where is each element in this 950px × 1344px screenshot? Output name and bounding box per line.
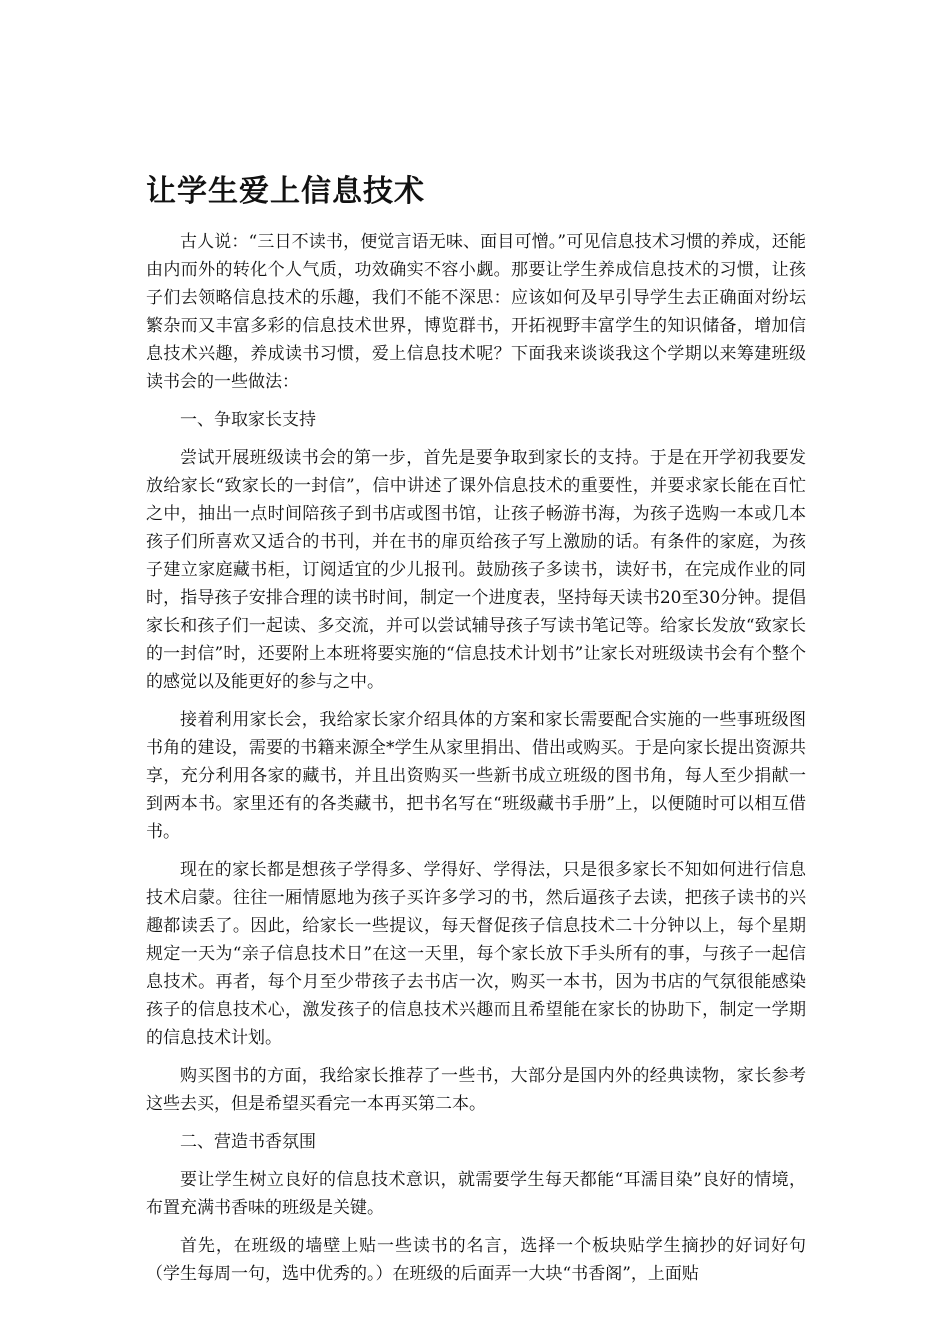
section-heading-1: 一、争取家长支持 — [180, 410, 316, 430]
document-title: 让学生爱上信息技术 — [146, 174, 425, 209]
section-heading-2: 二、营造书香氛围 — [180, 1132, 316, 1152]
paragraph-atmosphere: 要让学生树立良好的信息技术意识，就需要学生每天都能“耳濡目染”良好的情境，布置充满书香味的班级是关键。 — [146, 1170, 806, 1218]
paragraph-parent-letter: 尝试开展班级读书会的第一步，首先是要争取到家长的支持。于是在开学初我要发放给家长“致家长的一封信”，信中讲述了课外信息技术的重要性，并要求家长能在百忙之中，抽出一点时间陪孩子到书店或图书馆，让孩子畅游书海，为孩子选购一本或几本孩子们所喜欢又适合的书刊，并在书的扉页给孩子写上激励的话。有条件的家庭，为孩子建立家庭藏书柜，订阅适宜的少儿报刊。鼓励孩子多读书，读好书，在完成作业的同时，指导孩子安排合理的读书时间，制定一个进度表，坚持每天读书20至30分钟。提倡家长和孩子们一起读、多交流，并可以尝试辅导孩子写读书笔记等。给家长发放“致家长的一封信”时，还要附上本班将要实施的“信息技术计划书”让家长对班级读书会有个整个的感觉以及能更好的参与之中。 — [146, 448, 806, 692]
paragraph-classroom-wall: 首先，在班级的墙壁上贴一些读书的名言，选择一个板块贴学生摘抄的好词好句（学生每周一句，选中优秀的。）在班级的后面弄一大块“书香阁”，上面贴 — [146, 1236, 806, 1284]
paragraph-intro: 古人说：“三日不读书，便觉言语无味、面目可憎。”可见信息技术习惯的养成，还能由内而外的转化个人气质，功效确实不容小觑。那要让学生养成信息技术的习惯，让孩子们去领略信息技术的乐趣，我们不能不深思：应该如何及早引导学生去正确面对纷坛繁杂而又丰富多彩的信息技术世界，博览群书，开拓视野丰富学生的知识储备，增加信息技术兴趣，养成读书习惯，爱上信息技术呢？下面我来谈谈我这个学期以来筹建班级读书会的一些做法： — [146, 232, 806, 392]
paragraph-parent-guidance: 现在的家长都是想孩子学得多、学得好、学得法，只是很多家长不知如何进行信息技术启蒙。往往一厢情愿地为孩子买许多学习的书，然后逼孩子去读，把孩子读书的兴趣都读丢了。因此，给家长一些提议，每天督促孩子信息技术二十分钟以上，每个星期规定一天为“亲子信息技术日”在这一天里，每个家长放下手头所有的事，与孩子一起信息技术。再者，每个月至少带孩子去书店一次，购买一本书，因为书店的气氛很能感染孩子的信息技术心，激发孩子的信息技术兴趣而且希望能在家长的协助下，制定一学期的信息技术计划。 — [146, 860, 806, 1048]
paragraph-book-purchase: 购买图书的方面，我给家长推荐了一些书，大部分是国内外的经典读物，家长参考这些去买，但是希望买看完一本再买第二本。 — [146, 1066, 806, 1114]
paragraph-parent-meeting: 接着利用家长会，我给家长家介绍具体的方案和家长需要配合实施的一些事班级图书角的建设，需要的书籍来源全*学生从家里捐出、借出或购买。于是向家长提出资源共享，充分利用各家的藏书，并且出资购买一些新书成立班级的图书角，每人至少捐献一到两本书。家里还有的各类藏书，把书名写在“班级藏书手册”上，以便随时可以相互借书。 — [146, 710, 806, 842]
document-body — [146, 170, 806, 1298]
